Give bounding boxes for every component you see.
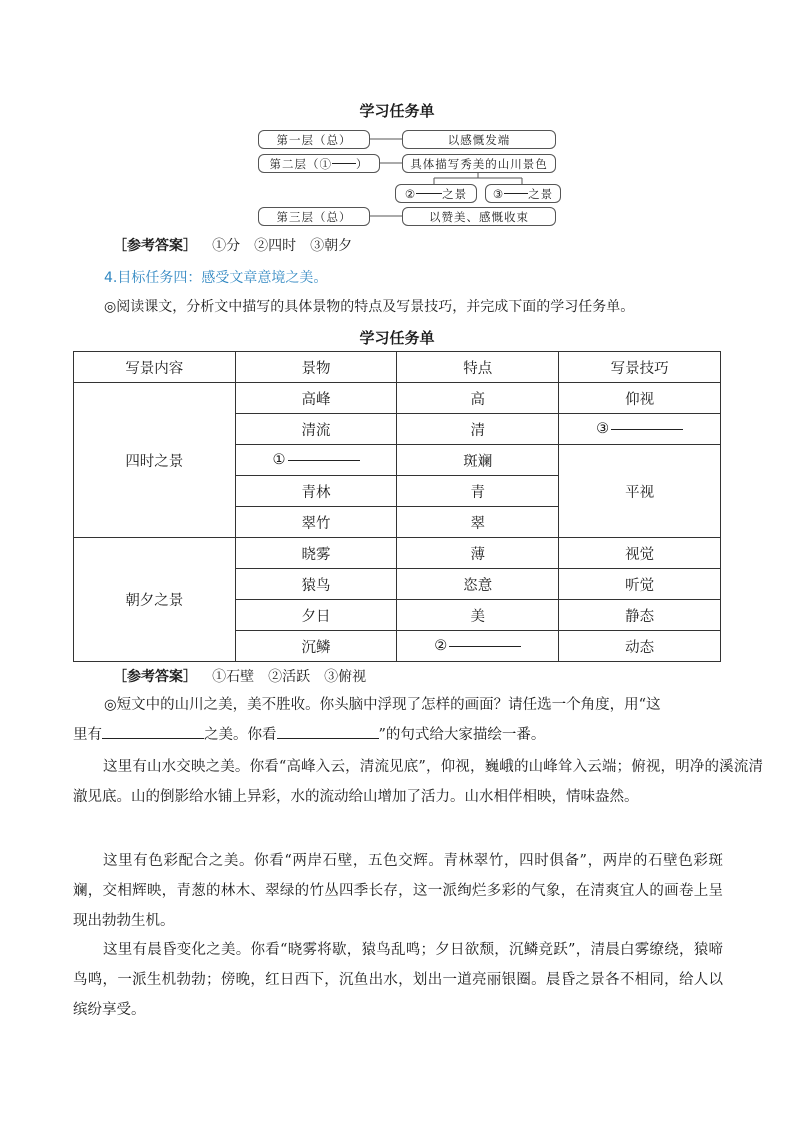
prompt-line-2 (73, 720, 721, 750)
table-cell: 恣意 (397, 569, 559, 600)
prompt-blank-a (102, 738, 204, 739)
table-cell (559, 414, 721, 445)
task4-instruction: ◎阅读课文，分析文中描写的具体景物的特点及写景技巧，并完成下面的学习任务单。 (104, 299, 635, 315)
prompt-part-b: 之美。你看 (204, 727, 277, 743)
blank-2 (416, 193, 442, 194)
sublevel-2-suffix: 之景 (442, 186, 468, 201)
answer-blank-1 (288, 459, 360, 461)
table-cell: 薄 (397, 538, 559, 569)
answer-2 (113, 666, 366, 686)
table-cell-merged: 平视 (559, 445, 721, 538)
level2-box (258, 154, 380, 173)
table-row (74, 383, 721, 414)
level3-summary: 以赞美、感慨收束 (429, 209, 529, 224)
header-cell: 景物 (235, 352, 397, 383)
structure-connectors (0, 0, 794, 240)
table-cell: 青 (397, 476, 559, 507)
table-cell: 听觉 (559, 569, 721, 600)
blank-marker-3: ③ (596, 421, 610, 437)
answer-blank-3 (611, 428, 683, 430)
group-cell-day: 朝夕之景 (74, 538, 236, 662)
level1-summary-box (402, 130, 556, 149)
table-cell: 晓雾 (235, 538, 397, 569)
blank-3 (504, 193, 528, 194)
sublevel-2-prefix: ② (404, 186, 417, 201)
table-row (74, 538, 721, 569)
sublevel-3-prefix: ③ (492, 186, 505, 201)
header-cell: 写景技巧 (559, 352, 721, 383)
answer-2-label: ［参考答案］ (113, 669, 197, 685)
prompt-part-c: ”的句式给大家描绘一番。 (378, 727, 546, 743)
level2-summary: 具体描写秀美的山川景色 (410, 156, 548, 171)
table-cell: 翠 (397, 507, 559, 538)
level3-summary-box (402, 207, 556, 226)
table-cell (397, 631, 559, 662)
answer-1-text: ①分 ②四时 ③朝夕 (212, 238, 353, 254)
blank-1 (332, 163, 356, 164)
table-cell: 动态 (559, 631, 721, 662)
table-header-row (74, 352, 721, 383)
worksheet2-title: 学习任务单 (359, 329, 435, 347)
level1-box (258, 130, 370, 149)
blank-marker-2: ② (434, 638, 448, 654)
level2-label-suffix: ） (356, 156, 369, 171)
level1-summary: 以感慨发端 (447, 132, 511, 147)
sublevel-box-3 (485, 184, 561, 203)
table-cell: 沉鳞 (235, 631, 397, 662)
table-cell: 夕日 (235, 600, 397, 631)
answer-1 (113, 235, 352, 255)
worksheet1-title: 学习任务单 (359, 102, 435, 120)
table-cell: 高 (397, 383, 559, 414)
table-cell: 静态 (559, 600, 721, 631)
table-cell (235, 445, 397, 476)
answer-1-label: ［参考答案］ (113, 238, 197, 254)
prompt-blank-b (277, 738, 379, 739)
answer-2-text: ①石壁 ②活跃 ③俯视 (212, 669, 367, 685)
table-cell: 视觉 (559, 538, 721, 569)
prompt-line-1: ◎短文中的山川之美，美不胜收。你头脑中浮现了怎样的画面？请任选一个角度，用“这 (104, 697, 661, 713)
table-cell: 清流 (235, 414, 397, 445)
table-cell: 仰视 (559, 383, 721, 414)
group-cell-seasons: 四时之景 (74, 383, 236, 538)
table-cell: 清 (397, 414, 559, 445)
table-cell: 高峰 (235, 383, 397, 414)
table-cell: 美 (397, 600, 559, 631)
sublevel-3-suffix: 之景 (528, 186, 554, 201)
table-cell: 斑斓 (397, 445, 559, 476)
header-cell: 特点 (397, 352, 559, 383)
level3-box (258, 207, 370, 226)
level3-label: 第三层（总） (276, 209, 352, 224)
table-cell: 翠竹 (235, 507, 397, 538)
paragraph-colors: 这里有色彩配合之美。你看“两岸石壁，五色交辉。青林翠竹，四时俱备”，两岸的石壁色彩斑斓，交相辉映，青葱的林木、翠绿的竹丛四季长存，这一派绚烂多彩的气象，在清爽宜人的画卷上呈现出勃勃生机。 (73, 853, 723, 929)
table-cell: 猿鸟 (235, 569, 397, 600)
table-cell: 青林 (235, 476, 397, 507)
prompt-part-a: 里有 (73, 727, 102, 743)
paragraph-landscape: 这里有山水交映之美。你看“高峰入云，清流见底”，仰视，巍峨的山峰耸入云端；俯视，明净的溪流清澈见底。山的倒影给水铺上异彩，水的流动给山增加了活力。山水相伴相映，情味盎然。 (73, 759, 763, 805)
level2-label-prefix: 第二层（① (269, 156, 332, 171)
blank-marker-1: ① (272, 452, 286, 468)
task-table (73, 351, 721, 662)
paragraph-daynight: 这里有晨昏变化之美。你看“晓雾将歇，猿鸟乱鸣；夕日欲颓，沉鳞竞跃”，清晨白雾缭绕，猿啼鸟鸣，一派生机勃勃；傍晚，红日西下，沉鱼出水，划出一道亮丽银圈。晨昏之景各不相同，给人以缤纷享受。 (73, 942, 723, 1018)
answer-blank-2 (449, 645, 521, 647)
level1-label: 第一层（总） (276, 132, 352, 147)
task4-heading: 4.目标任务四：感受文章意境之美。 (104, 270, 328, 286)
sublevel-box-2 (395, 184, 477, 203)
level2-summary-box (402, 154, 556, 173)
header-cell: 写景内容 (74, 352, 236, 383)
